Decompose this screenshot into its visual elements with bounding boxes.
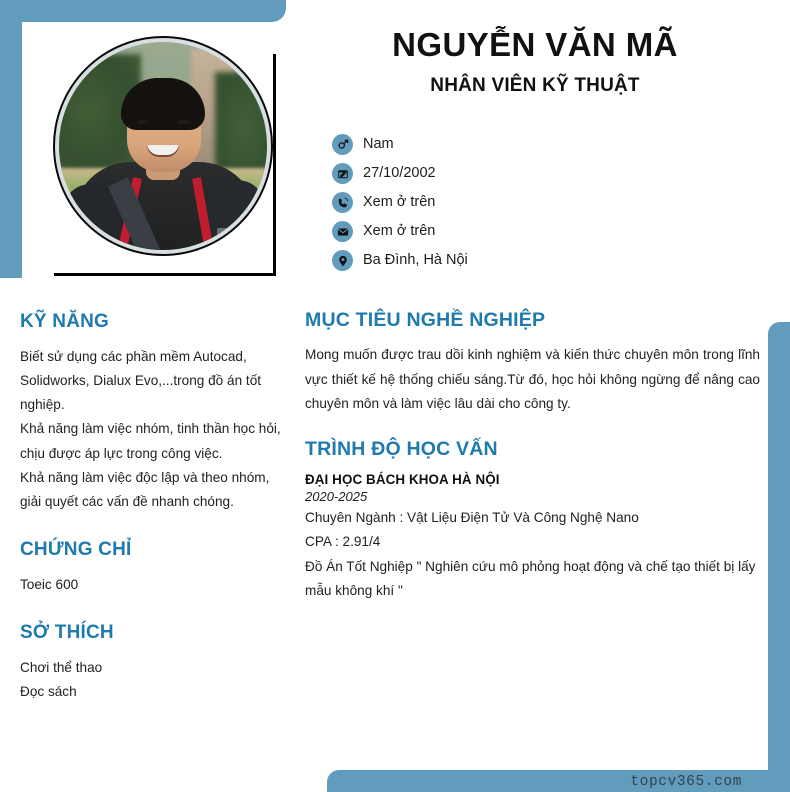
education-detail: Đồ Án Tốt Nghiệp " Nghiên cứu mô phỏng hoạt động và chế tạo thiết bị lấy mẫu không khí ": [305, 559, 756, 598]
email-icon: [332, 221, 353, 242]
phone-icon: [332, 192, 353, 213]
contact-value: Ba Đình, Hà Nội: [363, 252, 468, 269]
page-title: NGUYỄN VĂN MÃ: [392, 26, 678, 63]
certificate-line: Toeic 600: [20, 577, 79, 593]
skills-line: Khả năng làm việc nhóm, tinh thần học hỏi, chịu được áp lực trong công việc.: [20, 421, 281, 461]
section-certificates: [20, 540, 282, 597]
education-date-range: 2020-2025: [305, 489, 368, 505]
skills-line: Khả năng làm việc độc lập và theo nhóm, giải quyết các vấn đề nhanh chóng.: [20, 469, 270, 510]
location-pin-icon: [332, 250, 353, 271]
decor-right-teal-bar: [768, 322, 790, 770]
contact-item-address: [332, 246, 662, 275]
education-detail: Chuyên Ngành : Vật Liệu Điện Tử Và Công Nghệ Nano: [305, 510, 639, 526]
photo-frame: [22, 22, 274, 276]
hobby-line: Đọc sách: [20, 684, 77, 700]
job-title: NHÂN VIÊN KỸ THUẬT: [430, 74, 640, 96]
section-education: [305, 439, 760, 602]
decor-left-teal-bar: [0, 0, 22, 278]
contact-item-gender: [332, 130, 662, 159]
section-hobbies: [20, 623, 282, 704]
section-title-education: TRÌNH ĐỘ HỌC VẤN: [305, 437, 498, 460]
section-title-objective: MỤC TIÊU NGHỀ NGHIỆP: [305, 309, 546, 331]
hobby-line: Chơi thể thao: [20, 660, 103, 676]
objective-text: Mong muốn được trau dồi kinh nghiệm và kiến thức chuyên môn trong lĩnh vực thiết kế hệ thống chiếu sáng.Từ đó, học hỏi không ngừng để nâng cao chuyên môn và làm việc lâu dài cho công ty.: [305, 347, 760, 412]
gender-icon: [332, 134, 353, 155]
contact-value: 27/10/2002: [363, 165, 436, 182]
contact-value: Xem ở trên: [363, 194, 436, 211]
header: [300, 26, 770, 97]
contact-item-birthday: [332, 159, 662, 188]
frame-line-right: [273, 54, 276, 276]
education-detail: CPA : 2.91/4: [305, 534, 381, 550]
contact-value: Xem ở trên: [363, 223, 436, 240]
calendar-icon: [332, 163, 353, 184]
right-column: [305, 310, 760, 628]
avatar: [53, 36, 273, 256]
section-title-skills: KỸ NĂNG: [20, 311, 110, 332]
education-organization: ĐẠI HỌC BÁCH KHOA HÀ NỘI: [305, 472, 500, 488]
avatar-image: [59, 42, 267, 250]
watermark: topcv365.com: [630, 774, 742, 790]
decor-top-teal-bar: [0, 0, 286, 22]
contact-value: Nam: [363, 136, 394, 153]
section-objective: [305, 310, 760, 417]
left-column: [20, 312, 282, 731]
contact-item-phone: [332, 188, 662, 217]
contact-item-email: [332, 217, 662, 246]
contact-list: [332, 130, 662, 275]
frame-line-bottom: [54, 273, 276, 276]
section-title-certificates: CHỨNG CHỈ: [20, 539, 132, 561]
section-skills: [20, 312, 282, 514]
section-title-hobbies: SỞ THÍCH: [20, 622, 114, 644]
skills-line: Biết sử dụng các phần mềm Autocad, Solidworks, Dialux Evo,...trong đồ án tốt nghiệp.: [20, 348, 262, 413]
